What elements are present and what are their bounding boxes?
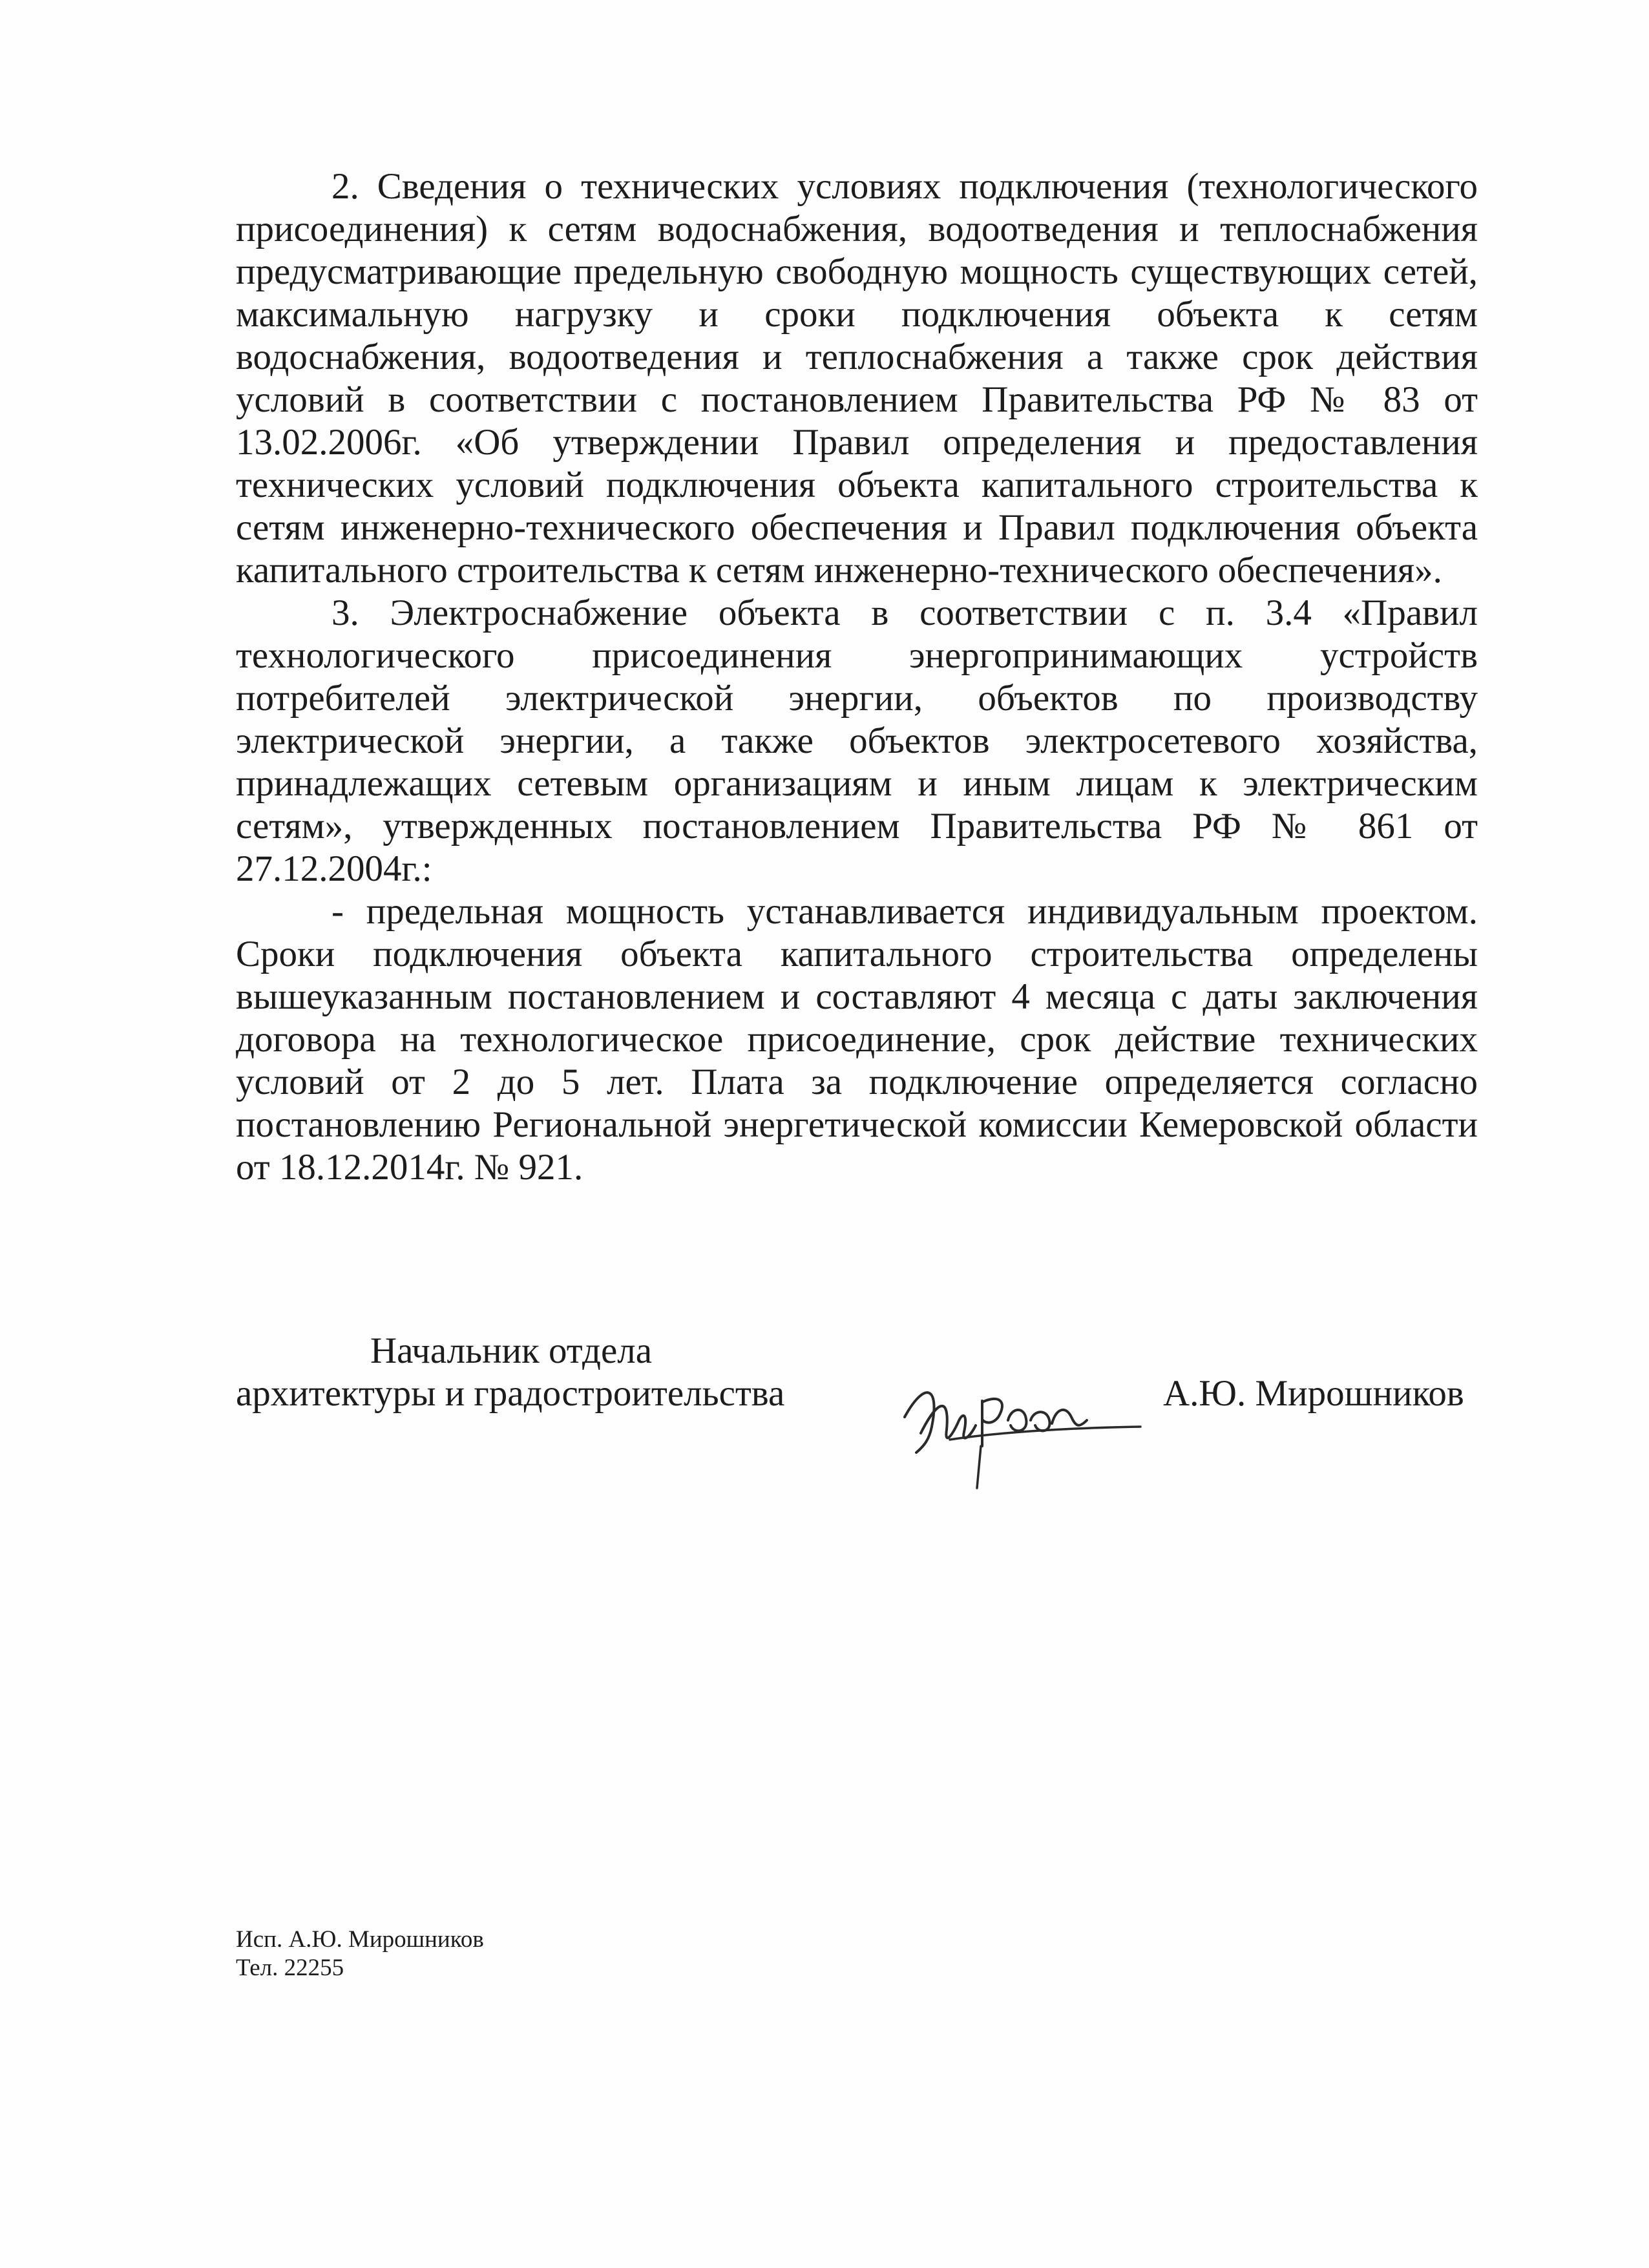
document-body — [236, 165, 1478, 1189]
signer-name: А.Ю. Мирошников — [1163, 1373, 1464, 1414]
executor-phone: Тел. 22255 — [236, 1955, 344, 1981]
signer-position-line-1: Начальник отдела — [370, 1330, 652, 1371]
executor-name: Исп. А.Ю. Мирошников — [236, 1926, 484, 1953]
signature-block — [236, 1330, 1478, 1459]
paragraph-power-capacity: - предельная мощность устанавливается индивидуальным проектом. Сроки подключения объекта капитального строительства определены вышеуказанным постановлением и составляют 4 месяца с даты заключения договора на технологическое присоединение, срок действие технических условий от 2 до 5 лет. Плата за подключение определяется согласно постановлению Региональной энергетической комиссии Кемеровской области от 18.12.2014г. № 921. — [236, 891, 1478, 1188]
paragraph-section-3: 3. Электроснабжение объекта в соответствии с п. 3.4 «Правил технологического присоединения энергопринимающих устройств потребителей электрической энергии, объектов по производству электрической энергии, а также объектов электросетевого хозяйства, принадлежащих сетевым организациям и иным лицам к электрическим сетям», утвержденных постановлением Правительства РФ № 861 от 27.12.2004г.: — [236, 593, 1478, 889]
handwritten-signature — [885, 1356, 1144, 1498]
paragraph-section-2: 2. Сведения о технических условиях подключения (технологического присоединения) к сетям водоснабжения, водоотведения и теплоснабжения предусматривающие предельную свободную мощность существующих сетей, максимальную нагрузку и сроки подключения объекта к сетям водоснабжения, водоотведения и теплоснабжения а также срок действия условий в соответствии с постановлением Правительства РФ № 83 от 13.02.2006г. «Об утверждении Правил определения и предоставления технических условий подключения объекта капитального строительства к сетям инженерно-технического обеспечения и Правил подключения объекта капитального строительства к сетям инженерно-технического обеспечения». — [236, 166, 1478, 591]
signer-position-line-2: архитектуры и градостроительства — [236, 1373, 785, 1414]
executor-info — [236, 1926, 484, 1982]
